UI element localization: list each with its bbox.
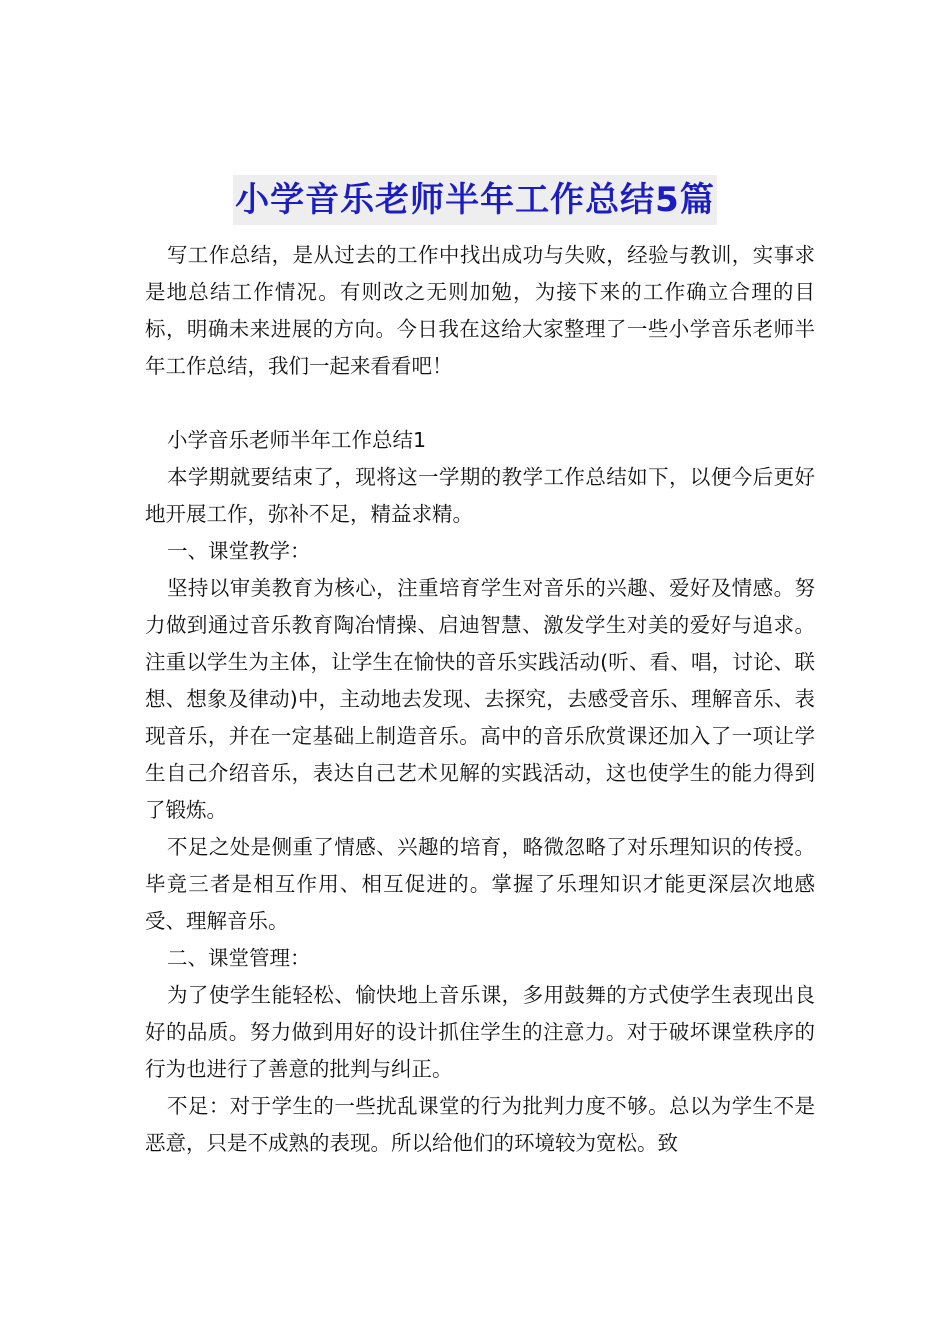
document-body — [145, 237, 815, 1162]
body-paragraph: 坚持以审美教育为核心，注重培育学生对音乐的兴趣、爱好及情感。努力做到通过音乐教育陶冶情操、启迪智慧、激发学生对美的爱好与追求。注重以学生为主体，让学生在愉快的音乐实践活动(听、看、唱，讨论、联想、想象及律动)中，主动地去发现、去探究，去感受音乐、理解音乐、表现音乐，并在一定基础上制造音乐。高中的音乐欣赏课还加入了一项让学生自己介绍音乐，表达自己艺术见解的实践活动，这也使学生的能力得到了锻炼。 — [145, 576, 815, 822]
intro-paragraph: 写工作总结，是从过去的工作中找出成功与失败，经验与教训，实事求是地总结工作情况。有则改之无则加勉，为接下来的工作确立合理的目标，明确未来进展的方向。今日我在这给大家整理了一些小学音乐老师半年工作总结，我们一起来看看吧！ — [145, 243, 815, 378]
document-title: 小学音乐老师半年工作总结5篇 — [233, 175, 717, 225]
body-paragraph: 为了使学生能轻松、愉快地上音乐课，多用鼓舞的方式使学生表现出良好的品质。努力做到用好的设计抓住学生的注意力。对于破坏课堂秩序的行为也进行了善意的批判与纠正。 — [145, 983, 815, 1081]
subsection-heading: 一、课堂教学： — [167, 539, 311, 563]
section-heading: 小学音乐老师半年工作总结1 — [167, 428, 427, 452]
subsection-heading: 二、课堂管理： — [167, 946, 311, 970]
body-paragraph: 不足之处是侧重了情感、兴趣的培育，略微忽略了对乐理知识的传授。毕竟三者是相互作用、相互促进的。掌握了乐理知识才能更深层次地感受、理解音乐。 — [145, 835, 815, 933]
title-container — [0, 175, 950, 225]
body-paragraph: 不足：对于学生的一些扰乱课堂的行为批判力度不够。总以为学生不是恶意，只是不成熟的表现。所以给他们的环境较为宽松。致 — [145, 1094, 815, 1155]
body-paragraph: 本学期就要结束了，现将这一学期的教学工作总结如下，以便今后更好地开展工作，弥补不足，精益求精。 — [145, 465, 815, 526]
